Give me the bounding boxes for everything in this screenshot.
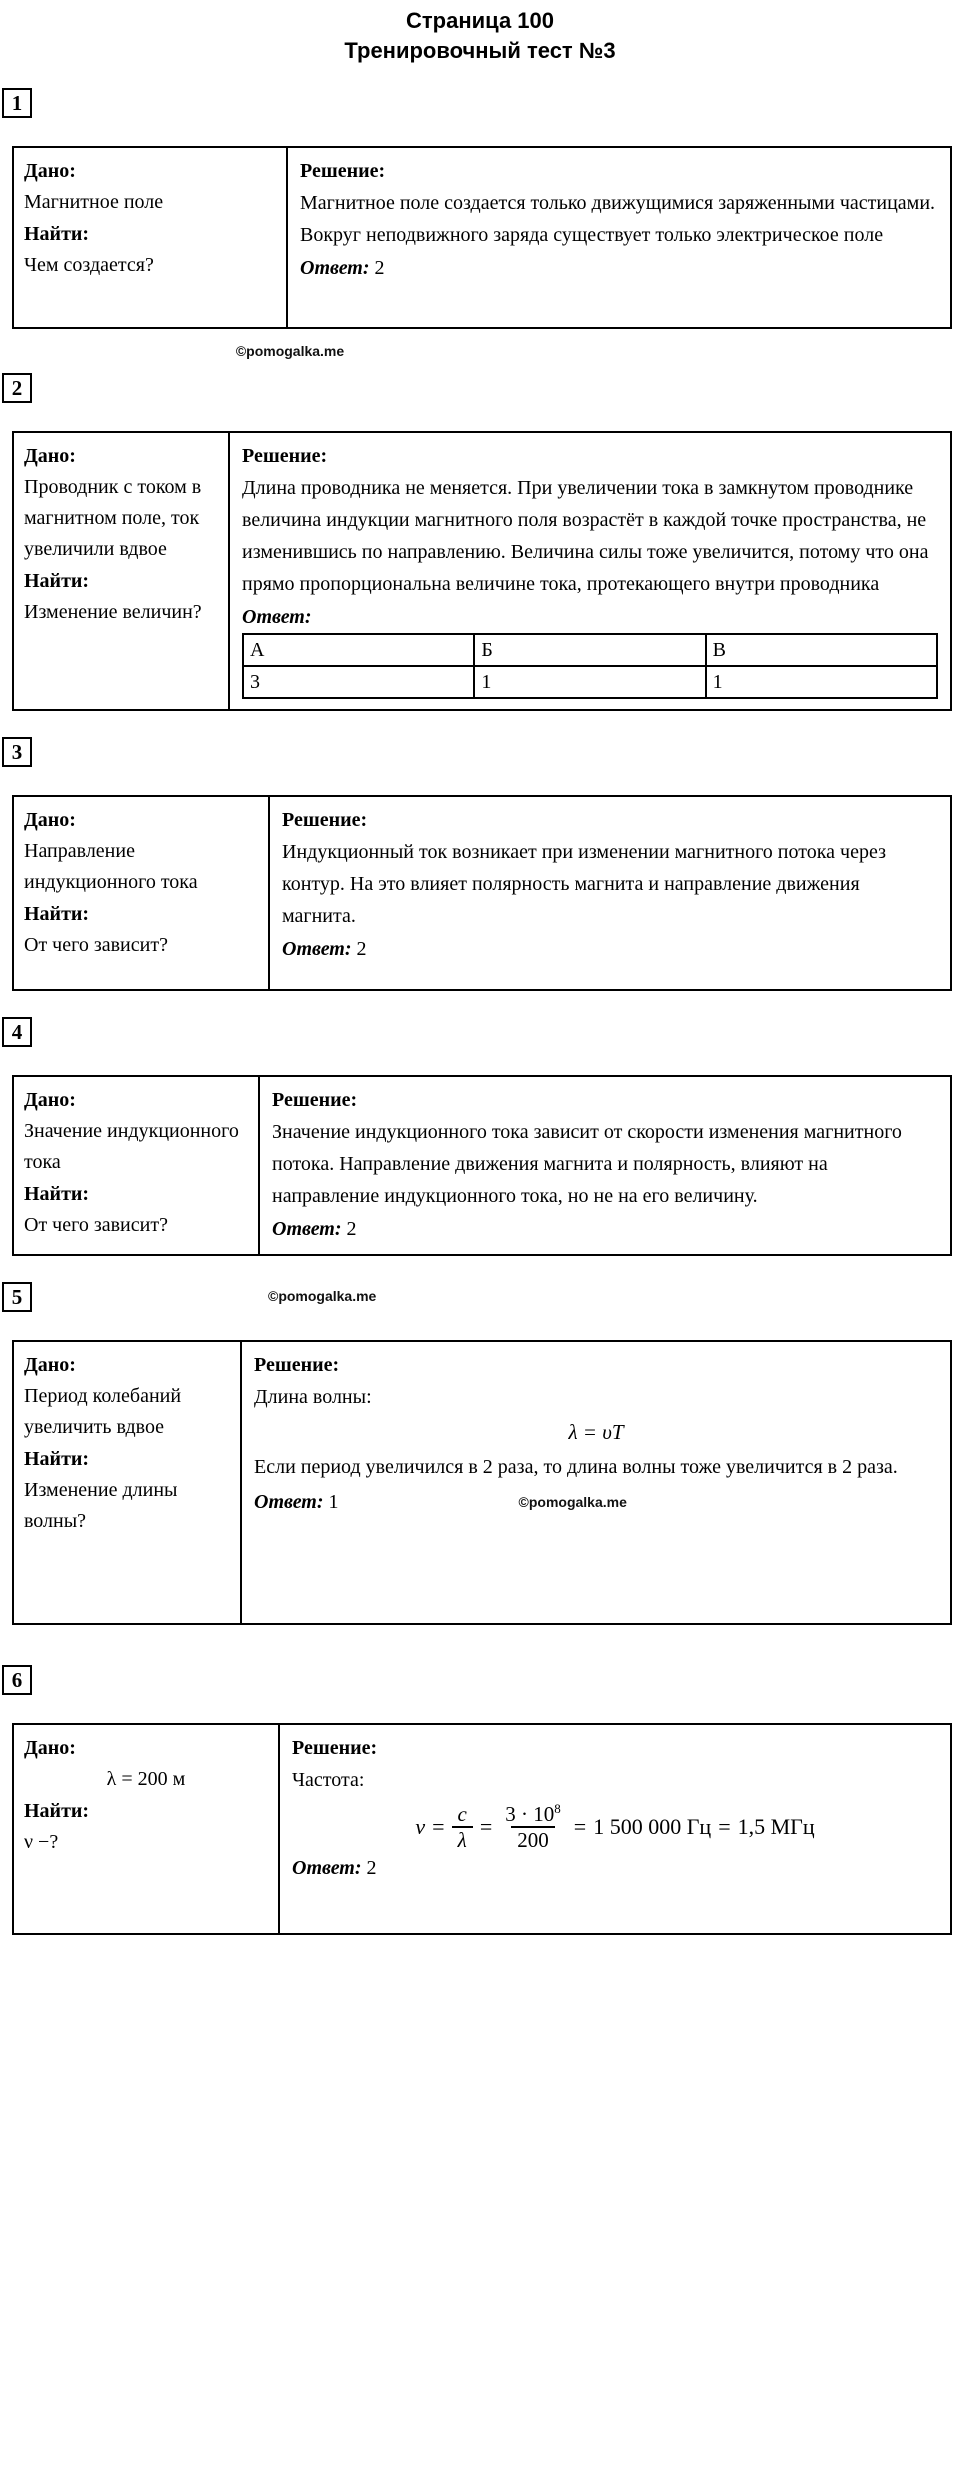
solution-label-1: Решение: [300, 160, 386, 182]
given-label-4: Дано: [24, 1089, 76, 1111]
find-value-4: От чего зависит? [24, 1214, 168, 1236]
solution-lead-6: Частота: [292, 1769, 365, 1791]
table-row-values-2 [243, 666, 937, 698]
table-row-headers-2 [243, 634, 937, 666]
given-column-5 [14, 1342, 242, 1623]
task-number-wrap-3 [0, 737, 960, 771]
answer-value-5: 1 [328, 1491, 339, 1513]
answer-line-6 [292, 1853, 938, 1883]
problem-table-1 [12, 146, 952, 329]
find-value-3: От чего зависит? [24, 934, 168, 956]
watermark-1: ©pomogalka.me [235, 343, 345, 359]
solution-text-5: Если период увеличился в 2 раза, то длина волны тоже увеличится в 2 раза. [254, 1456, 898, 1478]
problem-table-2 [12, 431, 952, 711]
answer-label-6: Ответ: [292, 1857, 362, 1880]
given-value-4: Значение индукционного тока [24, 1120, 239, 1173]
answer-value-1: 2 [374, 257, 385, 279]
find-value-1: Чем создается? [24, 254, 154, 276]
answer-value-6: 2 [366, 1857, 377, 1880]
task-number-badge-1: 1 [2, 88, 32, 118]
formula-eq3-6: = [573, 1813, 587, 1839]
frequency-formula-6 [292, 1802, 938, 1851]
answer-value-4: 2 [346, 1218, 357, 1240]
task-number-wrap-2 [0, 373, 960, 407]
solution-text-2: Длина проводника не меняется. При увеличении тока в замкнутом проводнике величина индукции магнитного поля возрастёт в каждой точке пространства, не изменившись по направлению. Величина силы тоже увеличится, потому что она прямо пропорциональна величине тока, протекающего внутри проводника [242, 477, 929, 595]
answer-matching-table-2 [242, 633, 938, 699]
formula-text-5: λ = υT [568, 1420, 624, 1444]
find-label-4: Найти: [24, 1183, 90, 1205]
given-pad-1 [24, 283, 276, 317]
solution-column-4 [260, 1077, 950, 1254]
find-label-5: Найти: [24, 1448, 90, 1470]
find-value-6: ν −? [24, 1831, 59, 1853]
answer-label-4: Ответ: [272, 1218, 342, 1240]
solution-label-2: Решение: [242, 445, 328, 467]
solution-pad-6 [292, 1883, 938, 1923]
task-number-wrap-5 [0, 1282, 960, 1316]
solution-column-1 [288, 148, 950, 327]
find-value-2: Изменение величин? [24, 601, 202, 623]
find-label-1: Найти: [24, 223, 90, 245]
answer-label-3: Ответ: [282, 938, 352, 960]
solution-label-6: Решение: [292, 1737, 378, 1759]
given-column-6 [14, 1725, 280, 1933]
solution-text-3: Индукционный ток возникает при изменении магнитного потока через контур. На это влияет полярность магнита и направление движения магнита. [282, 841, 886, 927]
answer-header-a: А [243, 634, 474, 666]
task-number-badge-3: 3 [2, 737, 32, 767]
formula-frac2-numerator [499, 1802, 567, 1826]
formula-eq1-6: = [432, 1813, 445, 1839]
problem-table-3 [12, 795, 952, 991]
formula-frac2-num-exponent: 8 [554, 1801, 561, 1816]
answer-line-5 [254, 1487, 339, 1517]
given-column-4 [14, 1077, 260, 1254]
page-title: Страница 100 [406, 8, 554, 33]
formula-frac1-denominator: λ [452, 1826, 473, 1851]
answer-value-v: 1 [706, 666, 937, 698]
problem-table-6 [12, 1723, 952, 1935]
answer-header-b: Б [474, 634, 705, 666]
given-value-3: Направление индукционного тока [24, 840, 198, 893]
solution-column-5 [242, 1342, 950, 1623]
answer-label-1: Ответ: [300, 257, 370, 279]
task-number-wrap-4 [0, 1017, 960, 1051]
given-value-5: Период колебаний увеличить вдвое [24, 1385, 182, 1438]
answer-value-3: 2 [356, 938, 367, 960]
solution-label-5: Решение: [254, 1354, 340, 1376]
given-pad-6 [24, 1860, 268, 1912]
formula-lhs-6: ν [415, 1813, 426, 1839]
formula-result-hz: 1 500 000 Гц [593, 1813, 712, 1839]
answer-value-a: 3 [243, 666, 474, 698]
given-pad-3 [24, 963, 258, 979]
find-value-5: Изменение длины волны? [24, 1479, 178, 1532]
formula-frac2-denominator: 200 [511, 1826, 555, 1851]
task-number-badge-2: 2 [2, 373, 32, 403]
page-header [0, 0, 960, 66]
given-value-1: Магнитное поле [24, 191, 164, 213]
answer-line-1 [300, 253, 938, 283]
task-number-wrap-6 [0, 1665, 960, 1699]
formula-fraction-numeric [499, 1802, 567, 1851]
given-label-1: Дано: [24, 160, 76, 182]
solution-column-3 [270, 797, 950, 989]
solution-text-1: Магнитное поле создается только движущимися заряженными частицами. Вокруг неподвижного заряда существует только электрическое поле [300, 192, 936, 246]
task-number-badge-5: 5 [2, 1282, 32, 1312]
task-number-wrap-1 [0, 88, 960, 122]
formula-eq4-6: = [718, 1813, 731, 1839]
given-label-5: Дано: [24, 1354, 76, 1376]
given-column-3 [14, 797, 270, 989]
problem-table-5 [12, 1340, 952, 1625]
formula-result-mhz: 1,5 МГц [737, 1813, 815, 1839]
solution-text-4: Значение индукционного тока зависит от скорости изменения магнитного потока. Направление движения магнита и полярность, влияют на направление индукционного тока, но не на его величину. [272, 1121, 902, 1207]
formula-fraction-c-lambda [452, 1803, 473, 1851]
test-subtitle: Тренировочный тест №3 [344, 38, 616, 63]
task-number-badge-4: 4 [2, 1017, 32, 1047]
given-column-1 [14, 148, 288, 327]
solution-lead-5: Длина волны: [254, 1386, 372, 1408]
given-label-2: Дано: [24, 445, 76, 467]
given-column-2 [14, 433, 230, 709]
given-value-6: λ = 200 м [106, 1768, 186, 1790]
formula-eq2-6: = [479, 1813, 493, 1839]
find-label-3: Найти: [24, 903, 90, 925]
solution-label-3: Решение: [282, 809, 368, 831]
find-label-6: Найти: [24, 1800, 90, 1822]
watermark-wrap-1 [0, 343, 960, 361]
task-number-badge-6: 6 [2, 1665, 32, 1695]
solution-column-2 [230, 433, 950, 709]
answer-label-2: Ответ: [242, 606, 312, 628]
formula-frac1-numerator: c [457, 1801, 467, 1826]
formula-frac2-num-base: 3 · 10 [505, 1802, 555, 1826]
solution-pad-5 [254, 1517, 938, 1613]
answer-line-2 [242, 602, 938, 632]
wavelength-formula-5 [254, 1415, 938, 1449]
watermark-2: ©pomogalka.me [268, 1288, 377, 1304]
answer-row-5 [254, 1485, 938, 1517]
solution-label-4: Решение: [272, 1089, 358, 1111]
given-value-2: Проводник с током в магнитном поле, ток увеличили вдвое [24, 476, 202, 560]
given-label-6: Дано: [24, 1737, 76, 1759]
given-label-3: Дано: [24, 809, 76, 831]
answer-line-4 [272, 1214, 938, 1244]
solution-column-6 [280, 1725, 950, 1933]
answer-label-5: Ответ: [254, 1491, 324, 1513]
answer-header-v: В [706, 634, 937, 666]
answer-value-b: 1 [474, 666, 705, 698]
problem-table-4 [12, 1075, 952, 1256]
answer-line-3 [282, 934, 938, 964]
watermark-3: ©pomogalka.me [518, 1494, 627, 1510]
find-label-2: Найти: [24, 570, 90, 592]
